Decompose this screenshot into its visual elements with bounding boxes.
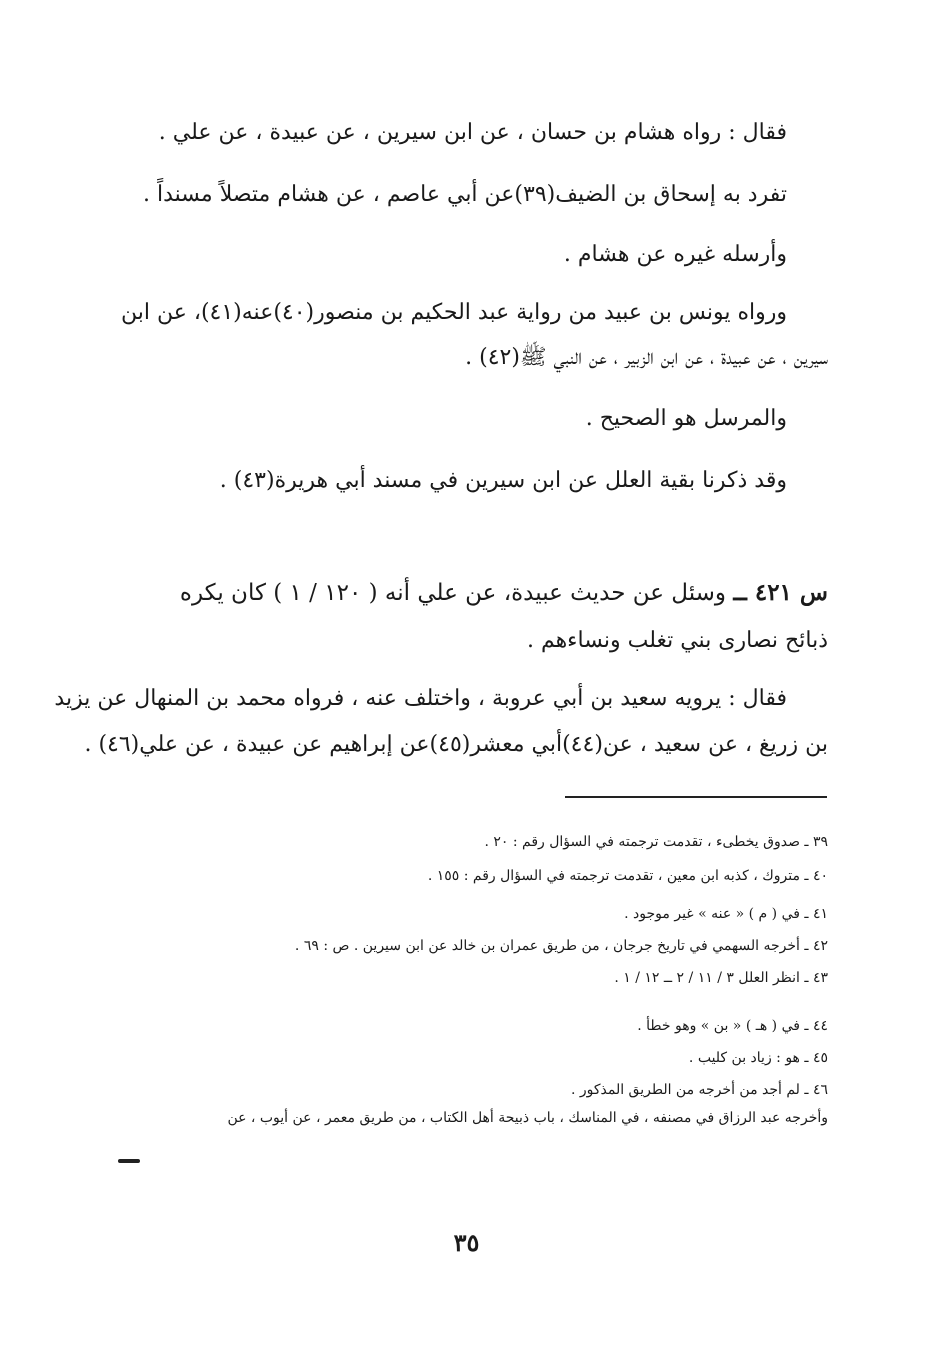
footnote-46-continued: وأخرجه عبد الرزاق في مصنفه ، في المناسك ، باب ذبيحة أهل الكتاب ، من طريق معمر ، عن أيوب ، عن [227, 1110, 828, 1126]
paragraph3-line1: والمرسل هو الصحيح . [585, 406, 787, 431]
question-line2: ذبائح نصارى بني تغلب ونساءهم . [526, 628, 828, 653]
footnote-separator [565, 796, 827, 798]
paragraph3-line2: وقد ذكرنا بقية العلل عن ابن سيرين في مسند أبي هريرة(٤٣) . [219, 468, 787, 493]
footnote-41: ٤١ ـ في ( م ) « عنه » غير موجود . [624, 906, 828, 922]
question-text: وسئل عن حديث عبيدة، عن علي أنه ( ١٢٠ / ١ ) كان يكره [179, 580, 727, 606]
paragraph2-line2: سيرين ، عن عبيدة ، عن ابن الزبير ، عن النبي ﷺ(٤٢) . [465, 345, 828, 370]
paragraph1-line2: تفرد به إسحاق بن الضيف(٣٩)عن أبي عاصم ، عن هشام متصلاً مسنداً . [143, 182, 787, 207]
footnote-46: ٤٦ ـ لم أجد من أخرجه من الطريق المذكور . [570, 1082, 828, 1098]
answer-line2: بن زريغ ، عن سعيد ، عن(٤٤)أبي معشر(٤٥)عن إبراهيم عن عبيدة ، عن علي(٤٦) . [84, 732, 828, 757]
paragraph1-line3: وأرسله غيره عن هشام . [563, 242, 787, 267]
footnote-42: ٤٢ ـ أخرجه السهمي في تاريخ جرجان ، من طريق عمران بن خالد عن ابن سيرين . ص : ٦٩ . [294, 938, 828, 954]
continuation-mark [118, 1159, 140, 1163]
page-number: ٣٥ [453, 1228, 480, 1257]
answer-line1: فقال : يرويه سعيد بن أبي عروبة ، واختلف عنه ، فرواه محمد بن المنهال عن يزيد [54, 686, 787, 711]
footnote-39: ٣٩ ـ صدوق يخطىء ، تقدمت ترجمته في السؤال رقم : ٢٠ . [484, 834, 828, 850]
footnote-44: ٤٤ ـ في ( هـ ) « بن » وهو خطأ . [637, 1018, 828, 1034]
paragraph1-line1: فقال : رواه هشام بن حسان ، عن ابن سيرين ، عن عبيدة ، عن علي . [158, 120, 787, 145]
footnote-45: ٤٥ ـ هو : زياد بن كليب . [688, 1050, 828, 1066]
paragraph2-line1: ورواه يونس بن عبيد من رواية عبد الحكيم بن منصور(٤٠)عنه(٤١)، عن ابن [121, 300, 787, 325]
question-line1 [180, 578, 828, 608]
footnote-40: ٤٠ ـ متروك ، كذبه ابن معين ، تقدمت ترجمته في السؤال رقم : ١٥٥ . [427, 868, 828, 884]
footnote-43: ٤٣ ـ انظر العلل ٣ / ١١ / ٢ ــ ١٢ / ١ . [614, 970, 828, 986]
question-number: س ٤٢١ ــ [733, 579, 828, 606]
